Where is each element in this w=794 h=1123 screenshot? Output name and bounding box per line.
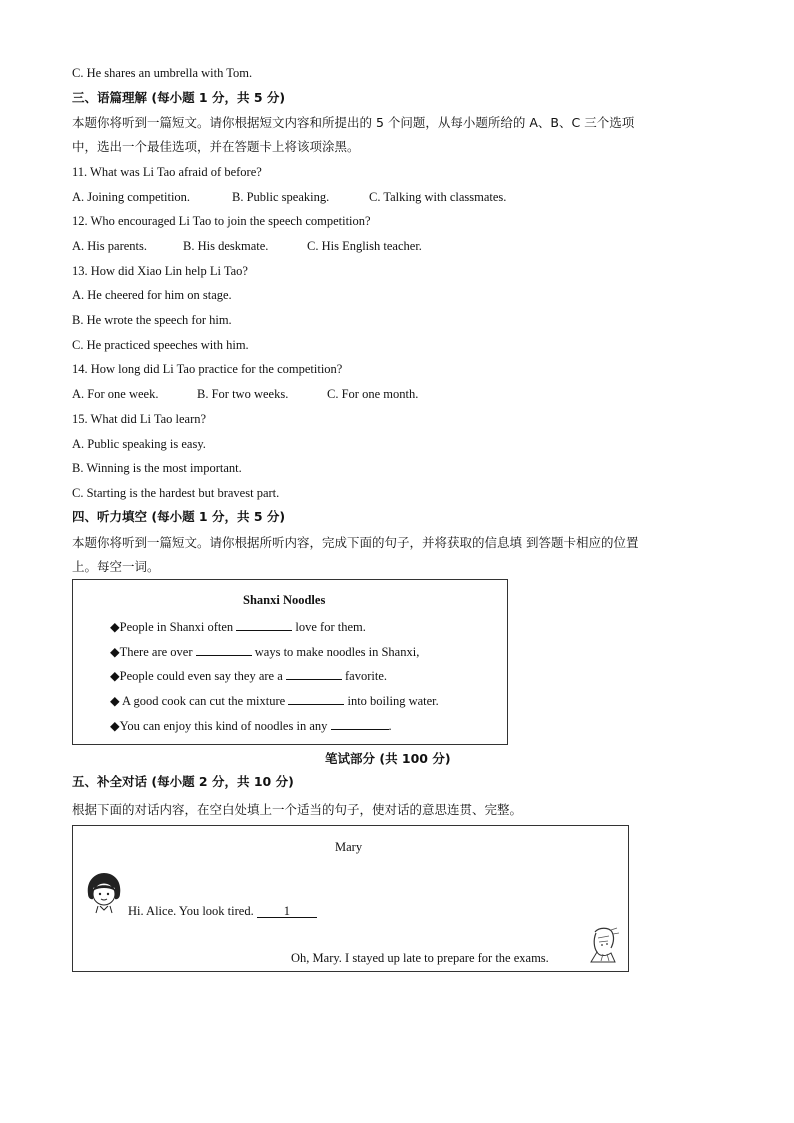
prev-option-c: C. He shares an umbrella with Tom. (72, 66, 253, 80)
diamond-bullet-icon: ◆ (110, 645, 120, 659)
section3-instruction-1: 本题你将听到一篇短文。请你根据短文内容和所提出的 5 个问题，从每小题所给的 A、B、C 三个选项 (72, 115, 635, 130)
shanxi-noodles-box (72, 579, 508, 745)
q13-option-c: C. He practiced speeches with him. (72, 338, 249, 352)
question-14: 14. How long did Li Tao practice for the competition? (72, 362, 343, 376)
fill-item-2: ◆There are over ways to make noodles in Shanxi, (110, 645, 420, 659)
diamond-bullet-icon: ◆ (110, 719, 120, 733)
written-part-heading: 笔试部分 (共 100 分) (325, 751, 451, 766)
q14-option-c: C. For one month. (327, 387, 419, 401)
dialogue-line-alice: Oh, Mary. I stayed up late to prepare for the exams. (291, 951, 549, 965)
girl-avatar-icon (82, 870, 126, 914)
speaker-name: Mary (335, 840, 363, 854)
q15-option-a: A. Public speaking is easy. (72, 437, 206, 451)
fill-item-3: ◆People could even say they are a favorite. (110, 669, 388, 683)
section4-heading: 四、听力填空 (每小题 1 分，共 5 分) (72, 509, 286, 524)
section3-heading: 三、语篇理解 (每小题 1 分，共 5 分) (72, 90, 286, 105)
tired-girl-avatar-icon (585, 926, 621, 964)
section3-instruction-2: 中，选出一个最佳选项，并在答题卡上将该项涂黑。 (72, 139, 360, 154)
question-14-options (72, 386, 418, 402)
q12-option-b: B. His deskmate. (183, 239, 269, 253)
question-12-options (72, 238, 422, 254)
q14-option-a: A. For one week. (72, 387, 159, 401)
fill-item-1: ◆People in Shanxi often love for them. (110, 620, 366, 634)
q13-option-a: A. He cheered for him on stage. (72, 288, 232, 302)
answer-blank-1[interactable] (236, 618, 292, 631)
q11-option-c: C. Talking with classmates. (369, 190, 507, 204)
diamond-bullet-icon: ◆ (110, 620, 120, 634)
diamond-bullet-icon: ◆ (110, 694, 120, 708)
answer-blank-5[interactable] (331, 717, 389, 730)
section5-instruction: 根据下面的对话内容，在空白处填上一个适当的句子，使对话的意思连贯、完整。 (72, 802, 523, 817)
section4-instruction-1: 本题你将听到一篇短文。请你根据所听内容，完成下面的句子，并将获取的信息填 到答题卡相应的位置 (72, 535, 639, 550)
dialogue-box (72, 825, 629, 972)
box-title: Shanxi Noodles (243, 593, 326, 607)
dialogue-blank-1[interactable]: 1 (257, 905, 317, 918)
answer-blank-3[interactable] (286, 667, 342, 680)
q14-option-b: B. For two weeks. (197, 387, 289, 401)
question-15: 15. What did Li Tao learn? (72, 412, 207, 426)
answer-blank-4[interactable] (288, 692, 344, 705)
question-12: 12. Who encouraged Li Tao to join the speech competition? (72, 214, 371, 228)
diamond-bullet-icon: ◆ (110, 669, 120, 683)
answer-blank-2[interactable] (196, 643, 252, 656)
q15-option-b: B. Winning is the most important. (72, 461, 242, 475)
section4-instruction-2: 上。每空一词。 (72, 559, 160, 574)
q12-option-c: C. His English teacher. (307, 239, 422, 253)
section5-heading: 五、补全对话 (每小题 2 分，共 10 分) (72, 774, 294, 789)
dialogue-line-mary: Hi. Alice. You look tired. 1 (128, 903, 317, 919)
fill-item-5: ◆You can enjoy this kind of noodles in any . (110, 719, 392, 733)
q11-option-b: B. Public speaking. (232, 190, 330, 204)
question-11-options (72, 189, 506, 205)
question-11: 11. What was Li Tao afraid of before? (72, 165, 262, 179)
q13-option-b: B. He wrote the speech for him. (72, 313, 232, 327)
fill-item-4: ◆ A good cook can cut the mixture into boiling water. (110, 694, 439, 708)
q15-option-c: C. Starting is the hardest but bravest part. (72, 486, 280, 500)
q11-option-a: A. Joining competition. (72, 190, 191, 204)
q12-option-a: A. His parents. (72, 239, 147, 253)
question-13: 13. How did Xiao Lin help Li Tao? (72, 264, 248, 278)
